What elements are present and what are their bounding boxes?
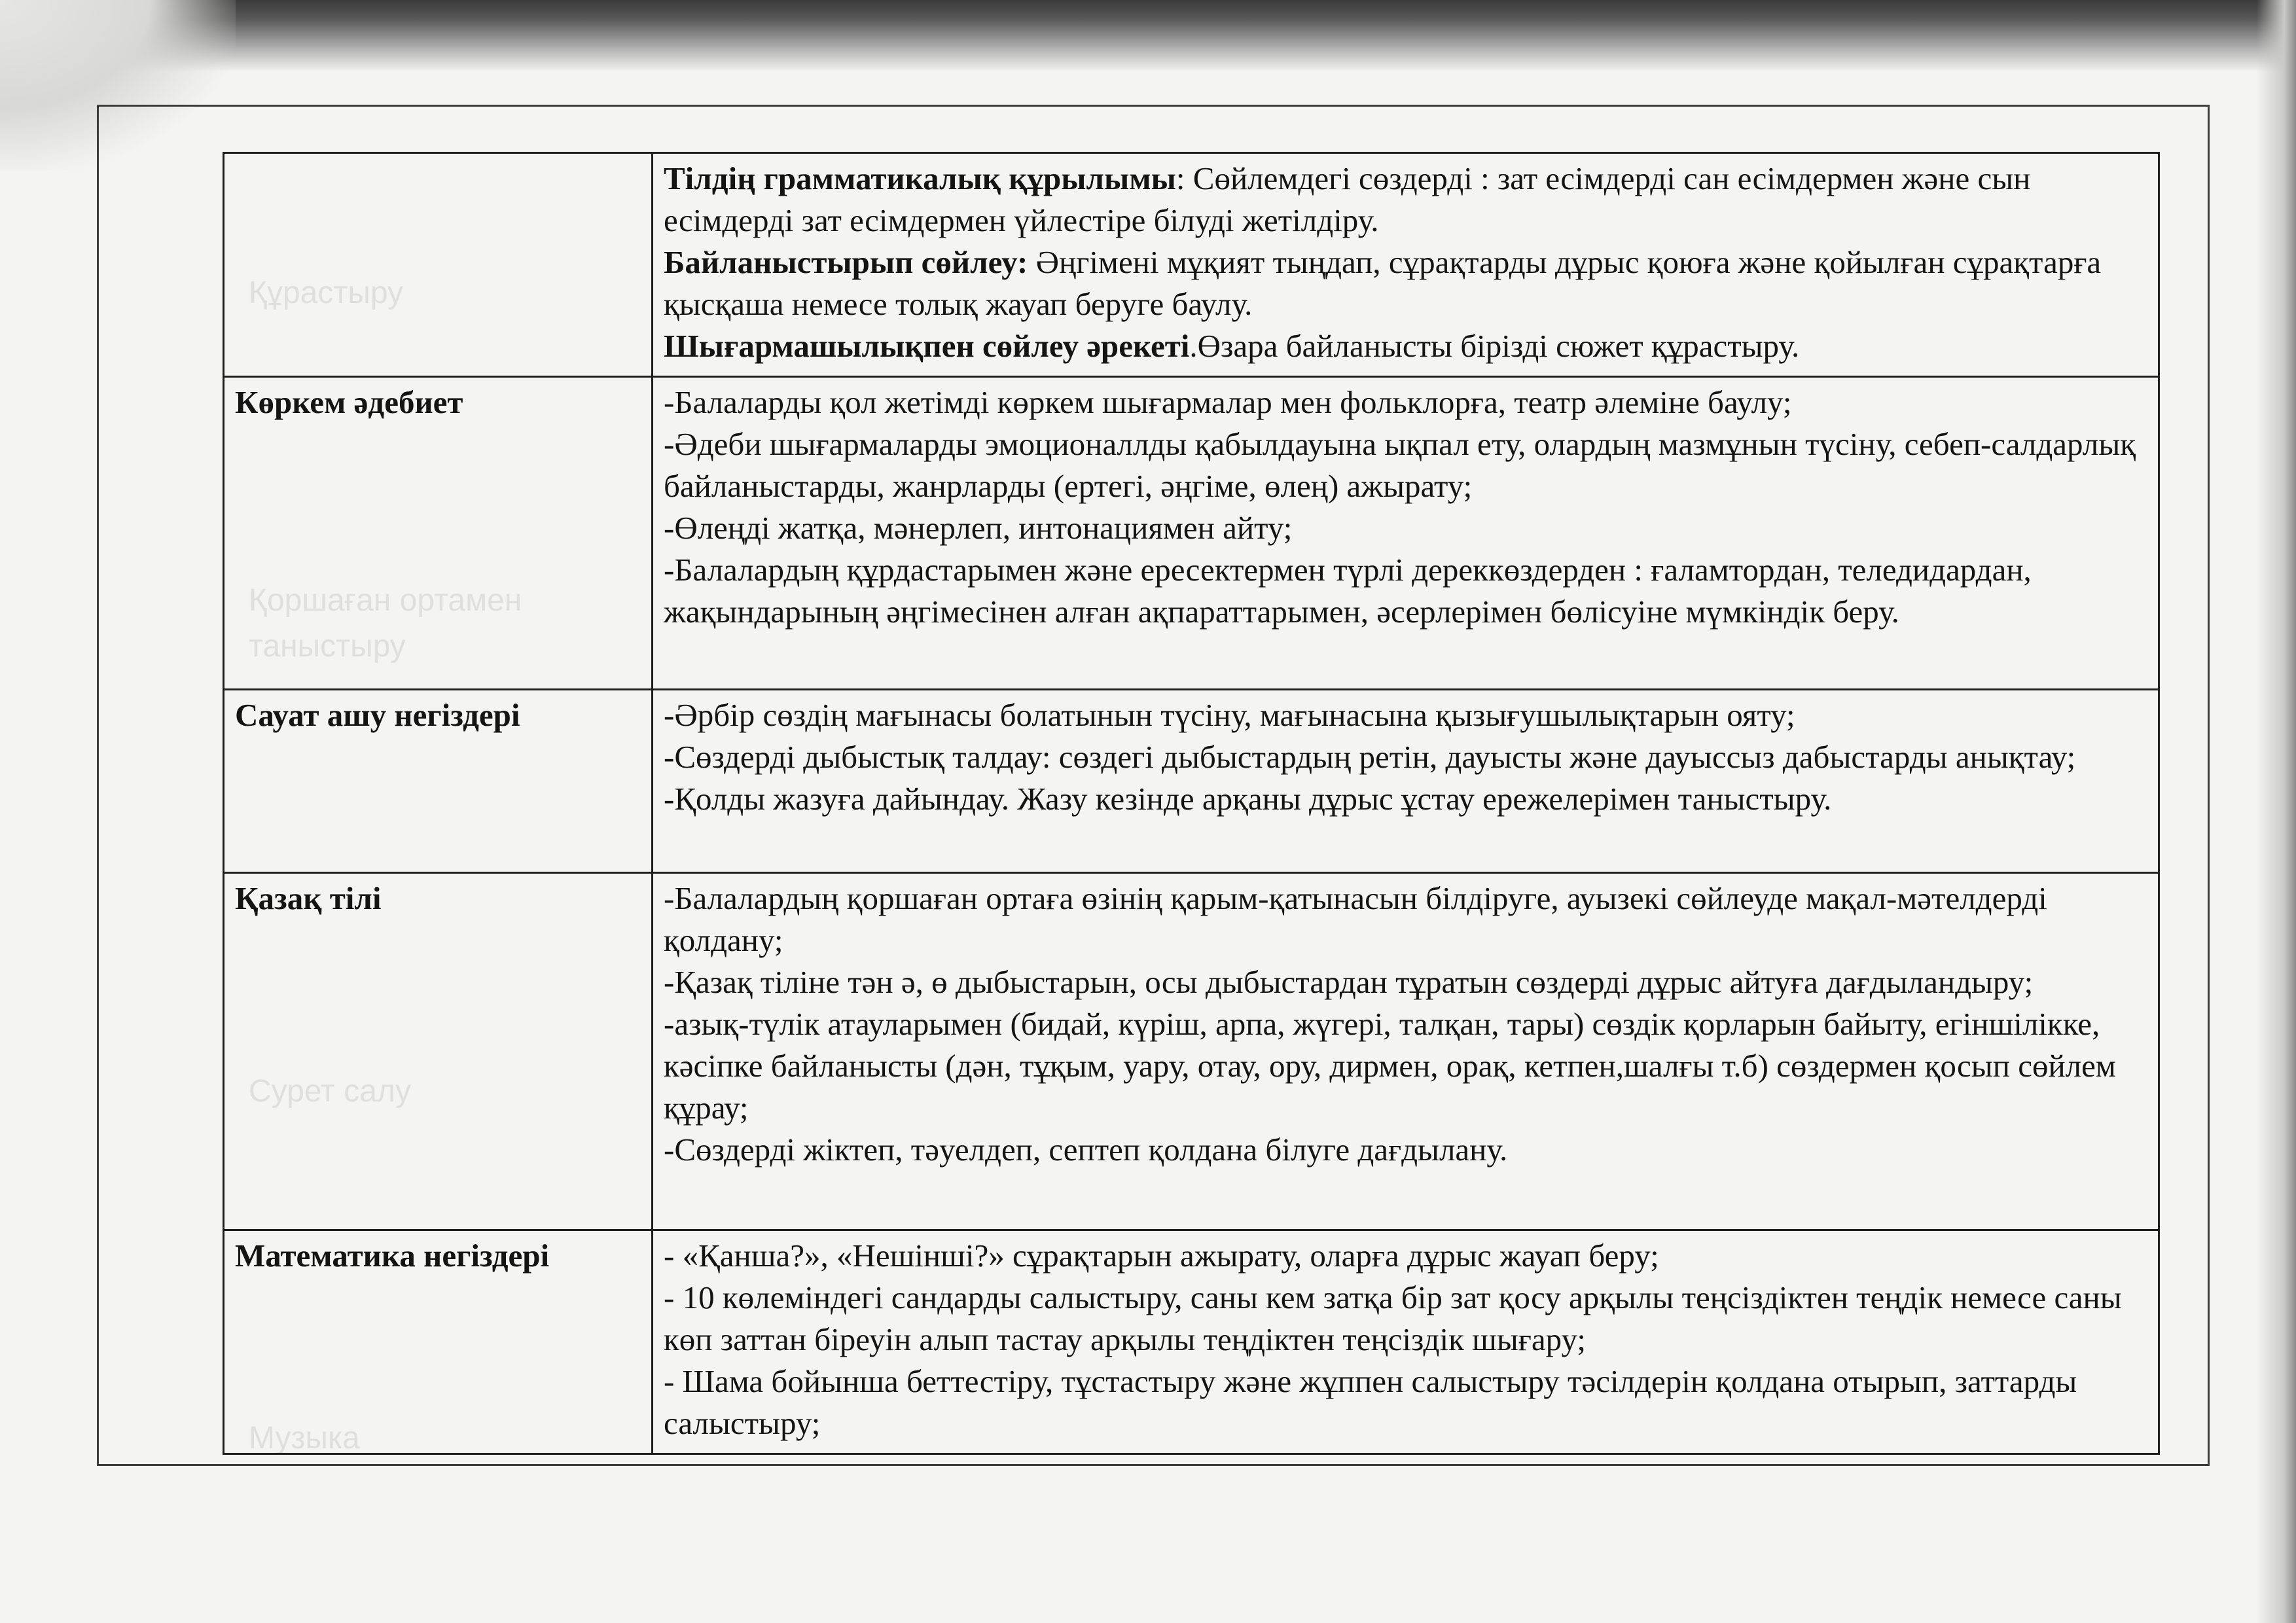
- item-text: Әңгімені мұқият тыңдап, сұрақтарды дұрыс қоюға және қойылған сұрақтарға қысқаша немесе толық жауап беруге баулу.: [664, 244, 2102, 322]
- content-item: - Шама бойынша беттестіру, тұстастыру және жұппен салыстыру тәсілдерін қолдана отырып, заттарды салыстыру;: [664, 1363, 2077, 1441]
- content-item: -Өлеңді жатқа, мәнерлеп, интонациямен айту;: [664, 510, 1293, 546]
- scan-shadow-top: [0, 0, 2296, 72]
- content-item: [664, 158, 2147, 241]
- bleed-through-text: Музыка: [249, 1421, 360, 1455]
- content-cell: [653, 873, 2159, 1230]
- item-heading: Шығармашылықпен сөйлеу әрекеті: [664, 328, 1190, 364]
- content-item: -Сөздерді жіктеп, тәуелдеп, септеп қолдана білуге дағдылану.: [664, 1132, 1508, 1168]
- table-row: [224, 153, 2159, 377]
- content-item: - 10 көлеміндегі сандарды салыстыру, саны кем затқа бір зат қосу арқылы теңсіздіктен теңдік немесе саны көп заттан біреуін алып тастау арқылы теңдіктен теңсіздік шығару;: [664, 1279, 2122, 1357]
- content-item: -Балалардың қоршаған ортаға өзінің қарым-қатынасын білдіруге, ауызекі сөйлеуде мақал-мәтелдерді қолдану;: [664, 880, 2047, 958]
- subject-cell: Сауат ашу негіздері: [224, 690, 653, 873]
- curriculum-table: [223, 152, 2160, 1455]
- content-item: -Балаларды қол жетімді көркем шығармалар мен фольклорға, театр әлеміне баулу;: [664, 384, 1792, 420]
- table-row: [224, 690, 2159, 873]
- item-heading: Тілдің грамматикалық құрылымы: [664, 160, 1176, 196]
- content-cell: [653, 153, 2159, 377]
- subject-cell: Математика негіздері: [224, 1230, 653, 1454]
- content-item: -Сөздерді дыбыстық талдау: сөздегі дыбыстардың ретін, дауысты және дауыссыз дабыстарды анықтау;: [664, 739, 2076, 775]
- content-item: -Қазақ тіліне тән ә, ө дыбыстарын, осы дыбыстардан тұратын сөздерді дұрыс айтуға дағдыландыру;: [664, 964, 2034, 1000]
- subject-cell: Көркем әдебиет: [224, 377, 653, 690]
- content-cell: [653, 690, 2159, 873]
- item-heading: Байланыстырып сөйлеу:: [664, 244, 1028, 280]
- table-row: [224, 873, 2159, 1230]
- content-item: - «Қанша?», «Нешінші?» сұрақтарын ажырату, оларға дұрыс жауап беру;: [664, 1238, 1659, 1274]
- content-item: -азық-түлік атауларымен (бидай, күріш, арпа, жүгері, талқан, тары) сөздік қорларын байыту, егіншілікке, кәсіпке байланысты (дән, тұқым, уару, отау, ору, дирмен, орақ, кетпен,шалғы т.б) сөздермен қосып сөйлем құрау;: [664, 1006, 2116, 1126]
- content-cell: [653, 377, 2159, 690]
- content-item: -Балалардың құрдастарымен және ересектермен түрлі дереккөздерден : ғаламтордан, теледидардан, жақындарының әңгімесінен алған ақпараттарымен, әсерлерімен бөлісуіне мүмкіндік беру.: [664, 552, 2032, 630]
- content-item: [664, 325, 2147, 367]
- content-item: [664, 241, 2147, 325]
- table-row: [224, 377, 2159, 690]
- bleed-through-text: Құрастыру: [249, 276, 403, 310]
- bleed-through-text: Сурет салу: [249, 1074, 411, 1109]
- table-row: [224, 1230, 2159, 1454]
- subject-cell: [224, 153, 653, 377]
- content-item: -Әдеби шығармаларды эмоционаллды қабылдауына ықпал ету, олардың мазмұнын түсіну, себеп-салдарлық байланыстарды, жанрларды (ертегі, әңгіме, өлең) ажырату;: [664, 426, 2136, 504]
- content-item: -Қолды жазуға дайындау. Жазу кезінде арқаны дұрыс ұстау ережелерімен таныстыру.: [664, 781, 1832, 817]
- scan-shadow-right: [2257, 0, 2296, 1623]
- item-text: : Сөйлемдегі сөздерді : зат есімдерді сан есімдермен және сын есімдерді зат есімдермен үйлестіре білуді жетілдіру.: [664, 160, 2031, 238]
- bleed-through-text: таныстыру: [249, 629, 406, 664]
- bleed-through-text: Қоршаған ортамен: [249, 583, 522, 618]
- content-cell: [653, 1230, 2159, 1454]
- content-item: -Әрбір сөздің мағынасы болатынын түсіну, мағынасына қызығушылықтарын ояту;: [664, 697, 1795, 733]
- item-text: .Өзара байланысты бірізді сюжет құрастыру.: [1189, 328, 1800, 364]
- subject-cell: Қазақ тілі: [224, 873, 653, 1230]
